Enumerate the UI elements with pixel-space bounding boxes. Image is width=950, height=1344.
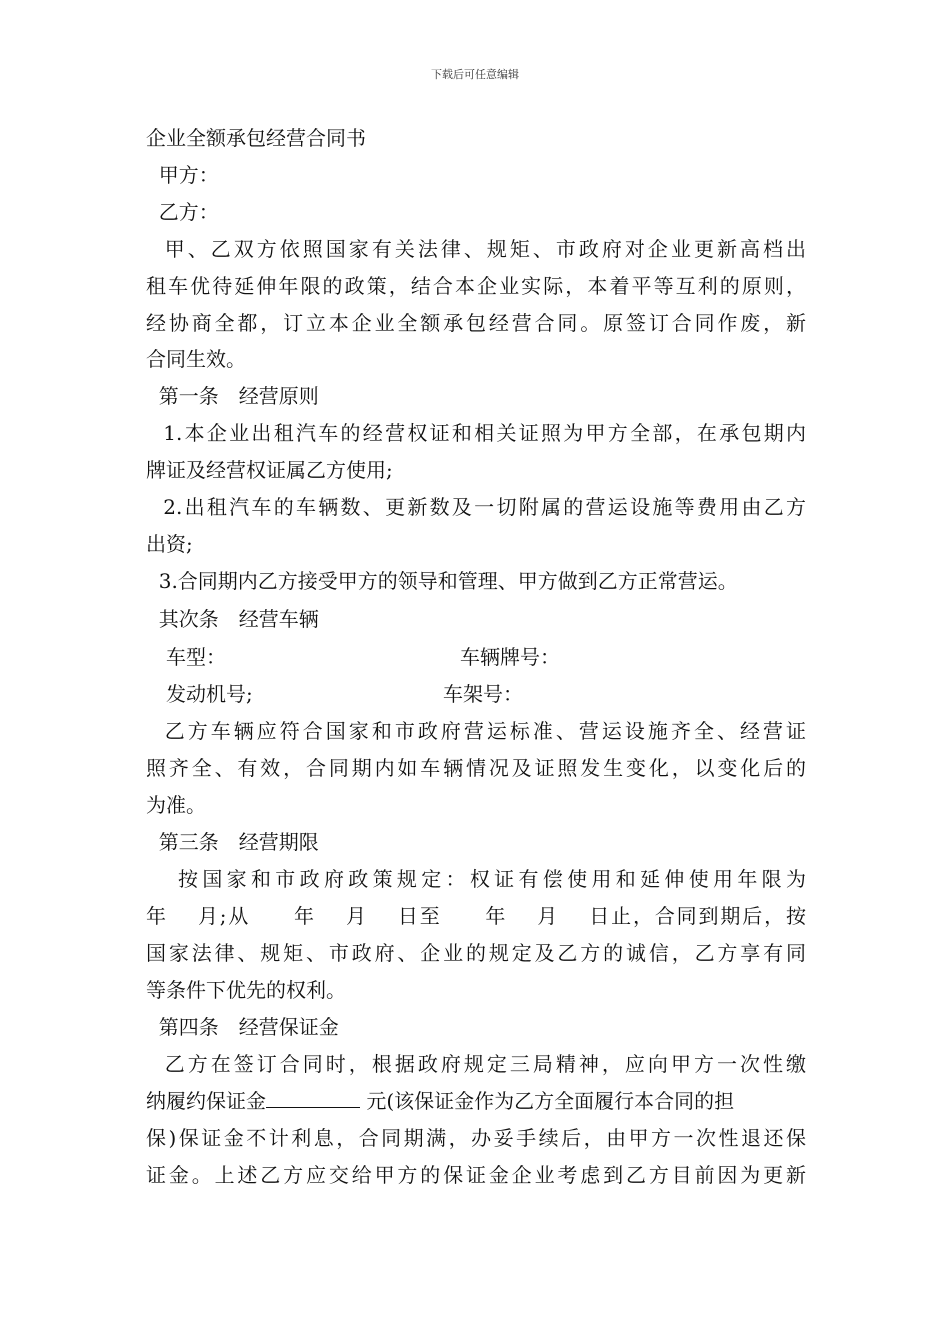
paragraph-line: 1.本企业出租汽车的经营权证和相关证照为甲方全部，在承包期内	[146, 421, 806, 445]
section-heading: 第一条 经营原则	[146, 384, 319, 408]
paragraph-line: 甲、乙双方依照国家有关法律、规矩、市政府对企业更新高档出	[146, 237, 806, 261]
paragraph-line: 出资;	[146, 532, 193, 556]
deposit-amount-blank	[266, 1089, 360, 1108]
paragraph-line: 经协商全都，订立本企业全额承包经营合同。原签订合同作废，新	[146, 311, 806, 335]
paragraph-line: 照齐全、有效，合同期内如车辆情况及证照发生变化，以变化后的	[146, 756, 806, 780]
party-b-label: 乙方：	[146, 200, 219, 224]
section-heading: 第四条 经营保证金	[146, 1015, 339, 1039]
frame-number-label: 车架号：	[443, 682, 523, 706]
paragraph-line: 保)保证金不计利息，合同期满，办妥手续后，由甲方一次性退还保	[146, 1126, 806, 1150]
paragraph-line: 合同生效。	[146, 347, 246, 371]
engine-number-label: 发动机号;	[166, 682, 253, 706]
paragraph-line: 乙方车辆应符合国家和市政府营运标准、营运设施齐全、经营证	[146, 719, 806, 743]
party-a-label: 甲方：	[146, 163, 219, 187]
paragraph-line: 2.出租汽车的车辆数、更新数及一切附属的营运设施等费用由乙方	[146, 495, 806, 519]
paragraph-line: 3.合同期内乙方接受甲方的领导和管理、甲方做到乙方正常营运。	[146, 569, 738, 593]
section-heading: 其次条 经营车辆	[146, 607, 319, 631]
document-title: 企业全额承包经营合同书	[146, 126, 366, 150]
paragraph-line: 为准。	[146, 793, 206, 817]
section-heading: 第三条 经营期限	[146, 830, 319, 854]
deposit-text-before: 纳履约保证金	[146, 1089, 266, 1113]
paragraph-line: 国家法律、规矩、市政府、企业的规定及乙方的诚信，乙方享有同	[146, 941, 806, 965]
vehicle-model-label: 车型：	[166, 645, 226, 669]
paragraph-line: 按国家和市政府政策规定：权证有偿使用和延伸使用年限为	[146, 867, 806, 891]
paragraph-line: 租车优待延伸年限的政策，结合本企业实际，本着平等互利的原则，	[146, 274, 806, 298]
page-header: 下载后可任意编辑	[431, 68, 519, 81]
paragraph-line: 年 月;从 年 月 日至 年 月 日止，合同到期后，按	[146, 904, 806, 928]
deposit-line	[146, 1089, 806, 1113]
paragraph-line: 证金。上述乙方应交给甲方的保证金企业考虑到乙方目前因为更新	[146, 1163, 806, 1187]
paragraph-line: 乙方在签订合同时，根据政府规定三局精神，应向甲方一次性缴	[146, 1052, 806, 1076]
deposit-text-after: 元(该保证金作为乙方全面履行本合同的担	[360, 1089, 735, 1113]
paragraph-line: 牌证及经营权证属乙方使用;	[146, 458, 393, 482]
paragraph-line: 等条件下优先的权利。	[146, 978, 346, 1002]
vehicle-plate-label: 车辆牌号：	[460, 645, 560, 669]
